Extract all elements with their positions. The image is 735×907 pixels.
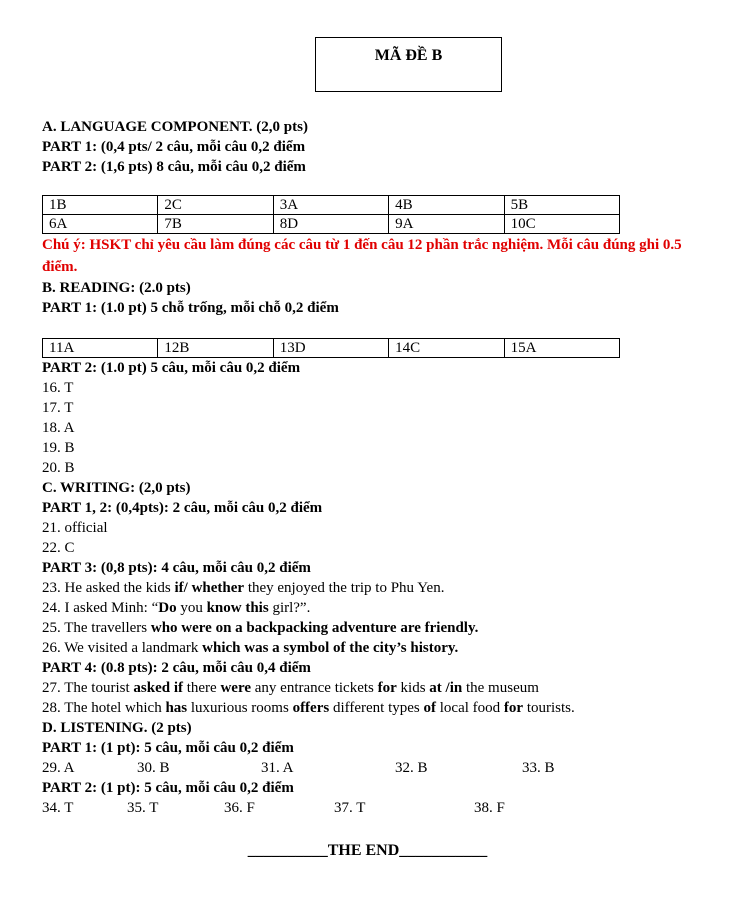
answer-item: 34. T (42, 800, 74, 816)
answer-line: 16. T (42, 380, 74, 396)
answer-line: 19. B (42, 440, 75, 456)
answer-key-phrase: if/ whether (174, 580, 245, 596)
answer-key-phrase: who were on a backpacking adventure are friendly. (150, 620, 479, 636)
section-c-part3: PART 3: (0,8 pts): 4 câu, mỗi câu 0,2 điểm (42, 560, 311, 576)
answer-key-phrase: which was a symbol of the city’s history. (202, 640, 459, 656)
answer-item: 32. B (395, 760, 428, 776)
answer-cell: 11A (43, 339, 158, 358)
answer-key-phrase: has (165, 700, 188, 716)
answer-text: 26. We visited a landmark (42, 640, 203, 656)
answer-24 (42, 598, 702, 618)
answer-key-phrase: of (423, 700, 436, 716)
answer-item: 37. T (334, 800, 366, 816)
answer-text: different types (329, 700, 424, 716)
listening-part2-answers (42, 798, 702, 818)
answer-cell: 12B (158, 339, 273, 358)
answer-line: 22. C (42, 540, 75, 556)
section-b-answer-table (42, 338, 620, 358)
answer-text: girl?”. (268, 600, 311, 616)
answer-cell: 5B (504, 196, 619, 215)
answer-text: 24. I asked Minh: “ (42, 600, 159, 616)
answer-cell: 6A (43, 215, 158, 234)
answer-item: 35. T (127, 800, 159, 816)
section-b-part2: PART 2: (1.0 pt) 5 câu, mỗi câu 0,2 điểm (42, 360, 301, 376)
answer-item: 38. F (474, 800, 505, 816)
answer-item: 29. A (42, 760, 75, 776)
section-a-answer-table (42, 195, 620, 234)
section-c-part4: PART 4: (0.8 pts): 2 câu, mỗi câu 0,4 điểm (42, 660, 311, 676)
answer-item: 33. B (522, 760, 555, 776)
answer-text: they enjoyed the trip to Phu Yen. (244, 580, 445, 596)
answer-text: any entrance tickets (251, 680, 378, 696)
answer-26 (42, 638, 702, 658)
answer-text: 23. He asked the kids (42, 580, 175, 596)
answer-cell: 9A (389, 215, 504, 234)
exam-code-box (315, 37, 502, 92)
answer-cell: 15A (504, 339, 619, 358)
section-a-part1: PART 1: (0,4 pts/ 2 câu, mỗi câu 0,2 điểm (42, 139, 306, 155)
answer-23 (42, 578, 702, 598)
section-d-part2: PART 2: (1 pt): 5 câu, mỗi câu 0,2 điểm (42, 780, 294, 796)
answer-key-phrase: for (377, 680, 397, 696)
section-b-part1: PART 1: (1.0 pt) 5 chỗ trống, mỗi chỗ 0,2 điểm (42, 300, 339, 316)
answer-text: kids (396, 680, 430, 696)
answer-line: 20. B (42, 460, 75, 476)
answer-text: 25. The travellers (42, 620, 151, 636)
answer-key-phrase: for (503, 700, 524, 716)
answer-27 (42, 678, 702, 698)
section-b-title: B. READING: (2.0 pts) (42, 280, 191, 296)
answer-cell: 13D (273, 339, 388, 358)
answer-key (42, 117, 702, 818)
answer-cell: 14C (389, 339, 504, 358)
answer-text: tourists. (523, 700, 575, 716)
table-row (43, 196, 620, 215)
answer-cell: 3A (273, 196, 388, 215)
special-needs-note: Chú ý: HSKT chỉ yêu cầu làm đúng các câu từ 1 đến câu 12 phần trắc nghiệm. Mỗi câu đúng ghi 0.5 điểm. (42, 237, 682, 275)
answer-cell: 2C (158, 196, 273, 215)
section-a-part2: PART 2: (1,6 pts) 8 câu, mỗi câu 0,2 điểm (42, 159, 306, 175)
answer-cell: 8D (273, 215, 388, 234)
section-c-title: C. WRITING: (2,0 pts) (42, 480, 191, 496)
answer-key-phrase: were (220, 680, 252, 696)
answer-line: 21. official (42, 520, 108, 536)
answer-cell: 4B (389, 196, 504, 215)
the-end-footer: __________THE END___________ (247, 842, 488, 859)
answer-text: the museum (462, 680, 539, 696)
answer-line: 17. T (42, 400, 74, 416)
answer-text: 27. The tourist (42, 680, 134, 696)
answer-25 (42, 618, 702, 638)
listening-part1-answers (42, 758, 702, 778)
answer-key-phrase: offers (292, 700, 330, 716)
section-d-title: D. LISTENING. (2 pts) (42, 720, 192, 736)
section-d-part1: PART 1: (1 pt): 5 câu, mỗi câu 0,2 điểm (42, 740, 294, 756)
answer-text: there (182, 680, 221, 696)
answer-text: you (176, 600, 207, 616)
answer-28 (42, 698, 702, 718)
answer-key-phrase: asked if (133, 680, 183, 696)
exam-code: MÃ ĐỀ B (374, 47, 443, 64)
answer-item: 30. B (137, 760, 170, 776)
answer-text: luxurious rooms (187, 700, 293, 716)
section-a-title: A. LANGUAGE COMPONENT. (2,0 pts) (42, 119, 308, 135)
answer-key-phrase: know this (206, 600, 269, 616)
section-c-part12: PART 1, 2: (0,4pts): 2 câu, mỗi câu 0,2 điểm (42, 500, 323, 516)
answer-item: 36. F (224, 800, 255, 816)
table-row (43, 215, 620, 234)
answer-line: 18. A (42, 420, 75, 436)
answer-item: 31. A (261, 760, 294, 776)
answer-cell: 10C (504, 215, 619, 234)
table-row (43, 339, 620, 358)
answer-key-phrase: at /in (429, 680, 463, 696)
answer-text: local food (436, 700, 504, 716)
answer-cell: 7B (158, 215, 273, 234)
answer-key-phrase: Do (158, 600, 177, 616)
answer-cell: 1B (43, 196, 158, 215)
answer-text: 28. The hotel which (42, 700, 166, 716)
